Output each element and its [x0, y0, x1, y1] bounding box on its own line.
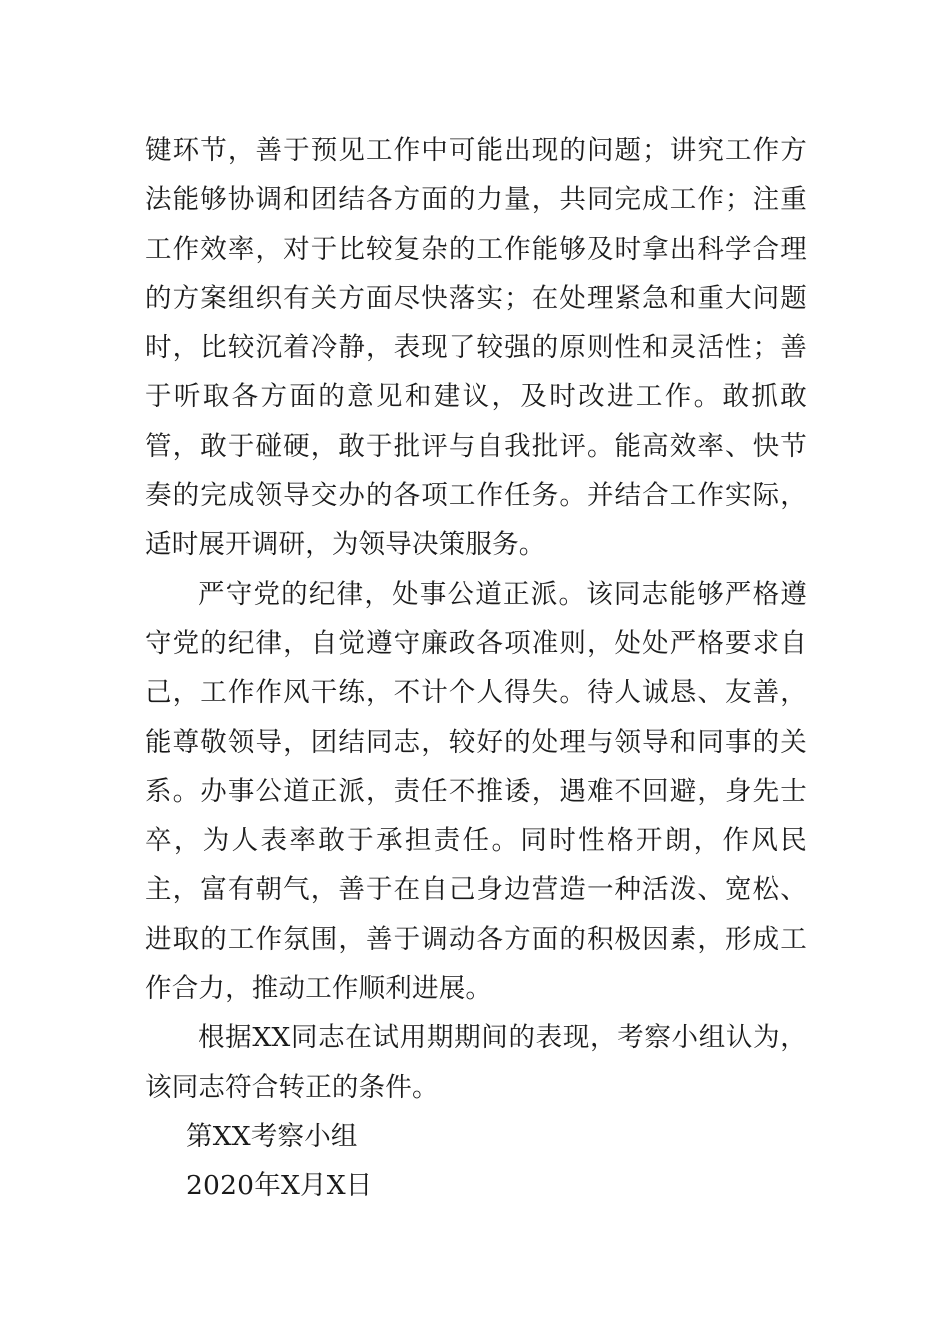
document-body [145, 126, 807, 1211]
signature-date: 2020年X月X日 [186, 1170, 373, 1202]
signature-group: 第XX考察小组 [186, 1120, 358, 1152]
paragraph-continuation: 键环节，善于预见工作中可能出现的问题；讲究工作方法能够协调和团结各方面的力量，共同完成工作；注重工作效率，对于比较复杂的工作能够及时拿出科学合理的方案组织有关方面尽快落实；在处理紧急和重大问题时，比较沉着冷静，表现了较强的原则性和灵活性；善于听取各方面的意见和建议，及时改进工作。敢抓敢管，敢于碰硬，敢于批评与自我批评。能高效率、快节奏的完成领导交办的各项工作任务。并结合工作实际，适时展开调研，为领导决策服务。 [145, 135, 807, 561]
paragraph-discipline: 严守党的纪律，处事公道正派。该同志能够严格遵守党的纪律，自觉遵守廉政各项准则，处处严格要求自己，工作作风干练，不计个人得失。待人诚恳、友善，能尊敬领导，团结同志，较好的处理与领导和同事的关系。办事公道正派，责任不推诿，遇难不回避，身先士卒，为人表率敢于承担责任。同时性格开朗，作风民主，富有朝气，善于在自己身边营造一种活泼、宽松、进取的工作氛围，善于调动各方面的积极因素，形成工作合力，推动工作顺利进展。 [145, 578, 807, 1005]
paragraph-conclusion: 根据XX同志在试用期期间的表现，考察小组认为，该同志符合转正的条件。 [145, 1022, 807, 1103]
